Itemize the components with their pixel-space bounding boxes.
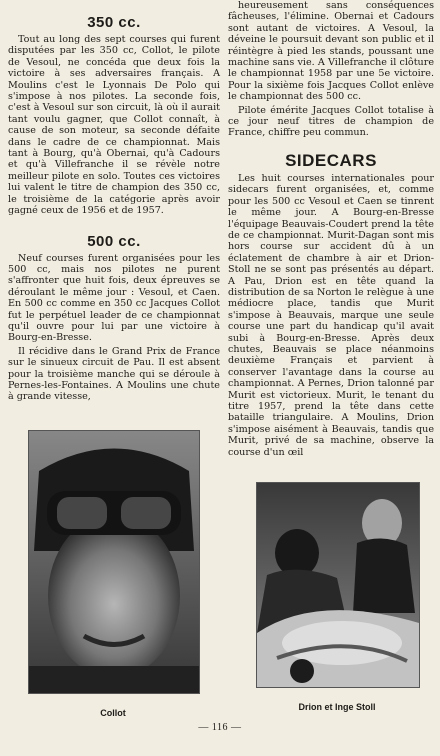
heading-500cc: 500 cc. [87,232,141,250]
photo-drion-stoll [256,482,420,688]
photo-collot-image [29,431,199,693]
photo-collot [28,430,200,694]
paragraph-collot-titles: Pilote émérite Jacques Collot totalise à ce jour neuf titres de champion de France, chiffre peu commun. [228,104,434,139]
paragraph-500cc-continued: heureusement sans conséquences fâcheuses, l'élimine. Obernai et Cadours sont autant de victoires. A Vesoul, la déveine le poursuit devant son public et il réintègre à pied les stands, poussant une machine sans vie. A Villefranche il clôture le championnat 1958 par une 5e victoire. Pour la sixième fois Jacques Collot enlève le championnat des 500 cc. [228,0,434,103]
paragraph-350cc: Tout au long des sept courses qui furent disputées par les 350 cc, Collot, le pilote de Vesoul, ne concéda que deux fois la victoire à ses adversaires français. A Moulins c'est le Lyonnais De Polo qui s'impose à nos pilotes. La seconde fois, c'est à Vesoul sur son circuit, là où il aurait tant voulu gagner, que Collot connaît, à cause de son moteur, sa seconde défaite dans le cadre de ce championnat. Mais tant à Bourg, qu'à Obernai, qu'à Cadours et qu'à Villefranche il se révèle notre meilleur pilote en solo. Toutes ces victoires lui valent le titre de champion des 350 cc, le troisième de la catégorie après avoir gagné ceux de 1956 et de 1957. [8,34,220,217]
photo-drion-stoll-caption: Drion et Inge Stoll [298,702,376,712]
heading-sidecars: SIDECARS [285,150,377,170]
photo-drion-stoll-image [257,483,419,687]
page-number: — 116 — [198,722,242,733]
left-column [8,0,220,403]
photo-collot-caption: Collot [100,708,126,718]
paragraph-500cc-a: Neuf courses furent organisées pour les 500 cc, mais nos pilotes ne purent s'affronter que huit fois, deux épreuves se déroulant le même jour : Vesoul, et Caen. En 500 cc comme en 350 cc Jacques Collot fut le perpétuel leader de ce championnat qu'il ouvre pour lui par une victoire à Bourg-en-Bresse. [8,252,220,344]
heading-350cc: 350 cc. [87,14,141,31]
paragraph-sidecars: Les huit courses internationales pour sidecars furent organisées, et, comme pour les 500 cc Vesoul et Caen se tinrent le même jour. A Bourg-en-Bresse l'équipage Beauvais-Coudert prend la tête de ce championnat. Murit-Dagan sont mis hors course sur accident dû à un éclatement de chambre à air et Drion-Stoll ne se sont pas présentés au départ. A Pau, Drion est en tête quand la distribution de sa Norton le relègue à une médiocre place, tandis que Murit s'impose à Beauvais, marque une seule course une part du handicap qu'il avait subi à Bourg-en-Bresse. Après deux chutes, Beauvais se place néanmoins deuxième Français et parvient à conserver l'avantage dans la course au championnat. A Pernes, Drion talonné par Murit est victorieux. Murit, le tenant du titre 1957, prend la tête dans cette bataille triangulaire. A Moulins, Drion s'impose aisément à Beauvais, tandis que Murit, privé de sa machine, observe la course d'un œil [228,172,434,458]
right-column [228,0,434,458]
paragraph-500cc-b: Il récidive dans le Grand Prix de France sur le sinueux circuit de Pau. Il est absent pour la troisième manche qui se déroule à Pernes-les-Fontaines. A Moulins une chute à grande vitesse, [8,345,220,403]
